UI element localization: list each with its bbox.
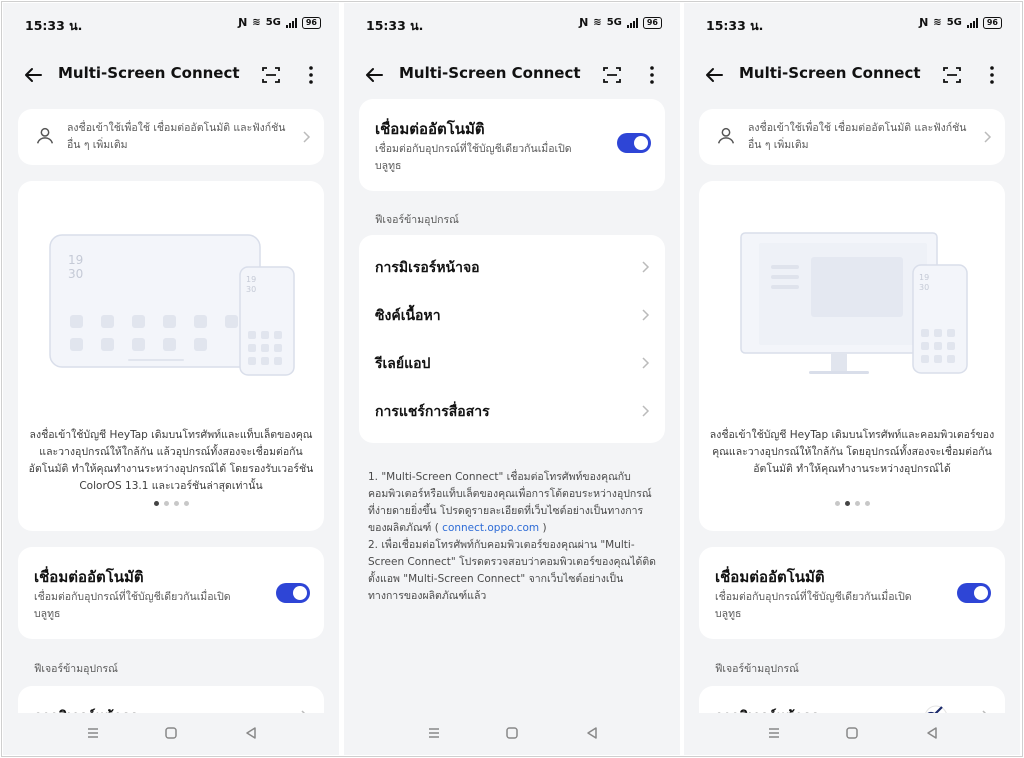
page-title: Multi-Screen Connect — [58, 64, 240, 82]
more-options-icon[interactable] — [299, 63, 323, 87]
home-icon[interactable] — [504, 725, 520, 741]
back-arrow-icon[interactable] — [362, 63, 386, 87]
page-dot — [865, 501, 870, 506]
notes-text — [368, 469, 658, 605]
phone-screen-2 — [344, 3, 680, 755]
toggle-knob — [974, 586, 988, 600]
page-dot — [154, 501, 159, 506]
page-dot — [835, 501, 840, 506]
nfc-icon: Ɲ — [579, 16, 589, 29]
auto-connect-description: เชื่อมต่อกับอุปกรณ์ที่ใช้บัญชีเดียวกันเมื่อเปิดบลูทูธ — [34, 591, 231, 620]
tablet-phone-illustration — [18, 181, 324, 421]
note-1 — [368, 469, 658, 537]
phone-screen-1 — [3, 3, 339, 755]
auto-connect-card — [359, 99, 665, 191]
website-link[interactable]: connect.oppo.com — [442, 522, 540, 534]
pc-phone-illustration — [699, 181, 1005, 421]
battery-icon: 96 — [302, 17, 321, 29]
feature-item-label: การมิเรอร์หน้าจอ — [375, 260, 480, 276]
login-card[interactable] — [699, 109, 1005, 165]
status-icons — [919, 16, 1002, 29]
status-bar — [3, 3, 339, 43]
auto-connect-title: เชื่อมต่ออัตโนมัติ — [375, 120, 485, 138]
app-bar — [3, 55, 339, 95]
carousel-caption: ลงชื่อเข้าใช้บัญชี HeyTap เดิมบนโทรศัพท์และคอมพิวเตอร์ของคุณและวางอุปกรณ์ให้ใกล้กัน โดยอุปกรณ์ทั้งสองจะเชื่อมต่อกันอัตโนมัติ ทำให้คุณทำงานระหว่างอุปกรณ์ได้ — [709, 429, 995, 475]
back-triangle-icon[interactable] — [584, 725, 600, 741]
status-bar — [344, 3, 680, 43]
note-2: 2. เพื่อเชื่อมต่อโทรศัพท์กับคอมพิวเตอร์ของคุณผ่าน "Multi-Screen Connect" โปรดตรวจสอบว่าคอมพิวเตอร์ของคุณได้ติดตั้งแอพ "Multi-Screen Connect" จากเว็บไซต์อย่างเป็นทางการของผลิตภัณฑ์แล้ว — [368, 539, 656, 602]
page-indicator — [699, 501, 1005, 506]
feature-item-label: การแชร์การสื่อสาร — [375, 404, 490, 420]
nfc-icon: Ɲ — [919, 16, 929, 29]
signal-icon — [286, 18, 297, 28]
login-card[interactable] — [18, 109, 324, 165]
home-icon[interactable] — [844, 725, 860, 741]
page-title: Multi-Screen Connect — [399, 64, 581, 82]
network-label: 5G — [946, 17, 962, 28]
carousel-caption: ลงชื่อเข้าใช้บัญชี HeyTap เดิมบนโทรศัพท์และแท็บเล็ตของคุณและวางอุปกรณ์ให้ใกล้กัน แล้วอุปกรณ์ทั้งสองจะเชื่อมต่อกันอัตโนมัติ ทำให้คุณทำงานระหว่างอุปกรณ์ได้ โดยรองรับเวอร์ชัน ColorOS 13.1 และเวอร์ชันล่าสุดเท่านั้น — [28, 429, 314, 492]
chevron-right-icon — [639, 309, 651, 321]
status-icons — [238, 16, 321, 29]
chevron-right-icon — [981, 131, 993, 143]
battery-icon: 96 — [983, 17, 1002, 29]
signal-icon — [967, 18, 978, 28]
auto-connect-toggle[interactable] — [276, 583, 310, 603]
menu-icon[interactable] — [766, 725, 782, 741]
scan-icon[interactable] — [600, 63, 624, 87]
feature-item-communication-sharing[interactable] — [359, 387, 665, 435]
page-dot — [845, 501, 850, 506]
section-label: ฟีเจอร์ข้ามอุปกรณ์ — [34, 663, 118, 675]
phone-clock: 19 30 — [246, 275, 257, 294]
page-dot — [174, 501, 179, 506]
section-label: ฟีเจอร์ข้ามอุปกรณ์ — [375, 214, 459, 226]
status-time: 15:33 น. — [706, 18, 764, 33]
network-label: 5G — [265, 17, 281, 28]
home-icon[interactable] — [163, 725, 179, 741]
page-dot — [855, 501, 860, 506]
user-icon — [34, 125, 56, 147]
back-triangle-icon[interactable] — [924, 725, 940, 741]
toggle-knob — [293, 586, 307, 600]
auto-connect-toggle[interactable] — [957, 583, 991, 603]
illustration-carousel[interactable] — [699, 181, 1005, 531]
auto-connect-description: เชื่อมต่อกับอุปกรณ์ที่ใช้บัญชีเดียวกันเมื่อเปิดบลูทูธ — [715, 591, 912, 620]
auto-connect-toggle[interactable] — [617, 133, 651, 153]
auto-connect-title: เชื่อมต่ออัตโนมัติ — [34, 568, 144, 586]
more-options-icon[interactable] — [980, 63, 1004, 87]
auto-connect-title: เชื่อมต่ออัตโนมัติ — [715, 568, 825, 586]
scan-icon[interactable] — [259, 63, 283, 87]
auto-connect-description: เชื่อมต่อกับอุปกรณ์ที่ใช้บัญชีเดียวกันเมื่อเปิดบลูทูธ — [375, 143, 572, 172]
chevron-right-icon — [639, 405, 651, 417]
phone-screen-3 — [684, 3, 1020, 755]
network-label: 5G — [606, 17, 622, 28]
note-1-suffix: ) — [539, 522, 547, 534]
feature-item-content-sync[interactable] — [359, 291, 665, 339]
chevron-right-icon — [639, 261, 651, 273]
cross-device-features-card — [359, 235, 665, 443]
page-title: Multi-Screen Connect — [739, 64, 921, 82]
status-time: 15:33 น. — [366, 18, 424, 33]
illustration-carousel[interactable] — [18, 181, 324, 531]
system-nav-bar — [684, 713, 1020, 755]
back-triangle-icon[interactable] — [243, 725, 259, 741]
tablet-clock: 19 30 — [68, 253, 84, 281]
app-bar — [344, 55, 680, 95]
wifi-icon: ≋ — [252, 17, 261, 28]
chevron-right-icon — [300, 131, 312, 143]
menu-icon[interactable] — [426, 725, 442, 741]
status-time: 15:33 น. — [25, 18, 83, 33]
back-arrow-icon[interactable] — [21, 63, 45, 87]
section-label: ฟีเจอร์ข้ามอุปกรณ์ — [715, 663, 799, 675]
feature-item-label: รีเลย์แอป — [375, 356, 431, 372]
note-1-text: 1. "Multi-Screen Connect" เชื่อมต่อโทรศัพท์ของคุณกับคอมพิวเตอร์หรือแท็บเล็ตของคุณเพื่อการโต้ตอบระหว่างอุปกรณ์ที่ง่ายดายยิ่งขึ้น โปรดดูรายละเอียดที่เว็บไซต์อย่างเป็นทางการของผลิตภัณฑ์ ( — [368, 471, 652, 534]
page-indicator — [18, 501, 324, 506]
signal-icon — [627, 18, 638, 28]
scan-icon[interactable] — [940, 63, 964, 87]
wifi-icon: ≋ — [933, 17, 942, 28]
feature-item-screen-mirroring[interactable] — [359, 243, 665, 291]
login-prompt: ลงชื่อเข้าใช้เพื่อใช้ เชื่อมต่ออัตโนมัติ และฟังก์ชันอื่น ๆ เพิ่มเติม — [67, 122, 286, 151]
battery-icon: 96 — [643, 17, 662, 29]
system-nav-bar — [3, 713, 339, 755]
user-icon — [715, 125, 737, 147]
chevron-right-icon — [639, 357, 651, 369]
back-arrow-icon[interactable] — [702, 63, 726, 87]
login-prompt: ลงชื่อเข้าใช้เพื่อใช้ เชื่อมต่ออัตโนมัติ และฟังก์ชันอื่น ๆ เพิ่มเติม — [748, 122, 967, 151]
wifi-icon: ≋ — [593, 17, 602, 28]
toggle-knob — [634, 136, 648, 150]
nfc-icon: Ɲ — [238, 16, 248, 29]
status-bar — [684, 3, 1020, 43]
phone-clock: 19 30 — [919, 273, 930, 292]
auto-connect-card — [18, 547, 324, 639]
page-dot — [164, 501, 169, 506]
page-dot — [184, 501, 189, 506]
app-bar — [684, 55, 1020, 95]
feature-item-app-relay[interactable] — [359, 339, 665, 387]
auto-connect-card — [699, 547, 1005, 639]
menu-icon[interactable] — [85, 725, 101, 741]
status-icons — [579, 16, 662, 29]
more-options-icon[interactable] — [640, 63, 664, 87]
system-nav-bar — [344, 713, 680, 755]
feature-item-label: ซิงค์เนื้อหา — [375, 308, 441, 324]
